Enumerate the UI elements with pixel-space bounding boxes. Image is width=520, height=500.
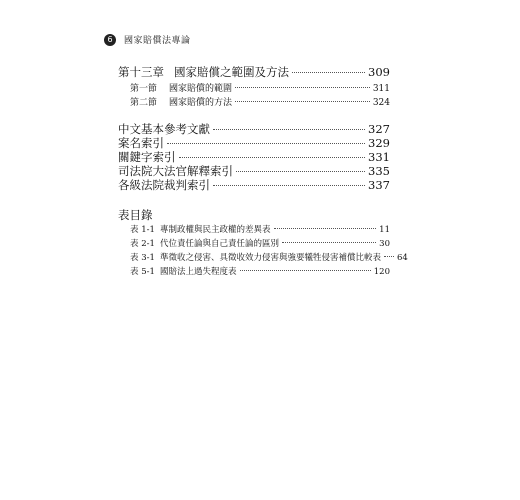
table-page: 11	[379, 225, 390, 235]
table-title: 專制政權與民主政權的差異表	[160, 225, 271, 235]
toc-reference-5	[118, 177, 390, 193]
section-page: 324	[372, 98, 390, 108]
table-entry	[130, 223, 271, 235]
dot-leader	[384, 256, 394, 257]
table-title: 國賠法上過失程度表	[160, 267, 237, 277]
dot-leader	[179, 157, 366, 158]
reference-page: 329	[368, 136, 390, 150]
table-number: 表 3-1	[130, 253, 155, 263]
dot-leader	[213, 185, 365, 186]
dot-leader	[235, 101, 370, 102]
dot-leader	[282, 242, 376, 243]
toc-chapter-13	[118, 64, 390, 80]
section-label-group	[130, 81, 232, 94]
table-number: 表 1-1	[130, 225, 155, 235]
dot-leader	[235, 87, 370, 88]
table-number: 表 2-1	[130, 239, 155, 249]
section-page: 311	[372, 84, 390, 94]
table-page: 64	[397, 253, 408, 263]
reference-title: 中文基本參考文獻	[118, 122, 210, 136]
reference-title: 各級法院裁判索引	[118, 178, 210, 192]
reference-page: 331	[368, 150, 390, 164]
dot-leader	[240, 270, 371, 271]
section-title: 國家賠償的範圍	[169, 84, 233, 94]
reference-page: 335	[368, 164, 390, 178]
dot-leader	[236, 171, 365, 172]
toc-section-2	[130, 95, 390, 108]
reference-title: 關鍵字索引	[118, 150, 176, 164]
table-title: 代位責任論與自己責任論的區別	[160, 239, 280, 249]
chapter-title: 國家賠償之範圍及方法	[174, 65, 289, 79]
section-number: 第一節	[130, 84, 158, 94]
running-header	[104, 33, 191, 46]
dot-leader	[213, 129, 365, 130]
page-number-badge: 6	[104, 34, 116, 46]
chapter-label-group	[118, 64, 289, 80]
dot-leader	[292, 72, 365, 73]
table-entry	[130, 237, 279, 249]
table-list-item-1	[130, 223, 390, 235]
reference-page: 327	[368, 122, 390, 136]
toc-section-1	[130, 81, 390, 94]
section-title: 國家賠償的方法	[169, 98, 233, 108]
chapter-page: 309	[368, 65, 390, 79]
table-page: 30	[379, 239, 390, 249]
table-entry	[130, 251, 381, 263]
running-title: 國家賠償法專論	[124, 36, 191, 46]
reference-title: 案名索引	[118, 136, 164, 150]
table-page: 120	[373, 267, 390, 277]
dot-leader	[167, 143, 365, 144]
section-number: 第二節	[130, 98, 158, 108]
chapter-number: 第十三章	[118, 65, 164, 79]
dot-leader	[274, 228, 377, 229]
reference-title: 司法院大法官解釋索引	[118, 164, 233, 178]
reference-page: 337	[368, 178, 390, 192]
table-list-item-2	[130, 237, 390, 249]
table-list-item-4	[130, 265, 390, 277]
table-title: 準徵收之侵害、具徵收效力侵害與強要犧牲侵害補償比較表	[160, 253, 382, 263]
table-entry	[130, 265, 237, 277]
table-list-item-3	[130, 251, 408, 263]
table-list-heading: 表目錄	[118, 208, 153, 222]
table-number: 表 5-1	[130, 267, 155, 277]
section-label-group	[130, 95, 232, 108]
